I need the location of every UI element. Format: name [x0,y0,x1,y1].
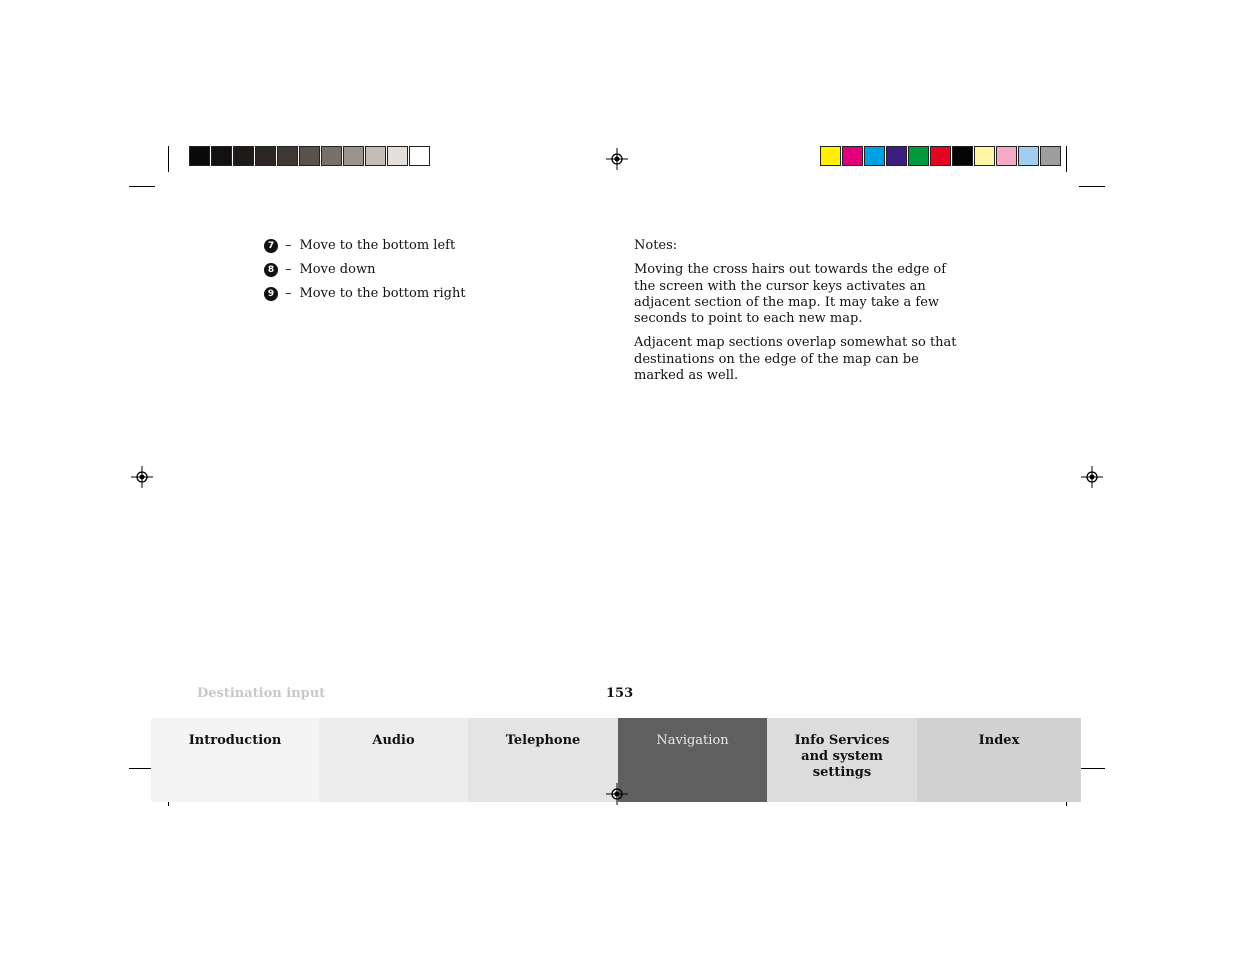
tab-label: Info Services and system settings [794,733,890,780]
color-swatch [277,146,298,166]
registration-crosshair-icon [131,466,153,488]
registration-crosshair-icon [606,783,628,805]
step-dash: – [285,262,292,277]
crop-mark [1079,768,1105,769]
step-text: Move to the bottom right [299,286,466,301]
section-title: Destination input [197,686,326,701]
color-swatch [930,146,951,166]
crop-mark [1066,146,1067,172]
tab-audio[interactable] [319,718,468,802]
color-swatch [387,146,408,166]
color-swatch [233,146,254,166]
step-item [264,262,375,278]
step-number-badge: 7 [264,239,278,253]
crop-mark [1079,186,1105,187]
color-swatch [886,146,907,166]
page-number: 153 [606,686,634,701]
color-swatch [211,146,232,166]
color-swatch [1018,146,1039,166]
color-swatch [908,146,929,166]
step-text: Move down [299,262,376,277]
registration-crosshair-icon [606,148,628,170]
notes-paragraph: Moving the cross hairs out towards the edge of the screen with the cursor keys activates an adjacent section of the map. It may take a few seconds to point to each new map. [634,262,947,327]
tab-info-services[interactable] [767,718,917,802]
color-swatch [842,146,863,166]
crop-mark [168,146,169,172]
tab-telephone[interactable] [468,718,618,802]
color-swatch [189,146,210,166]
tab-label: Telephone [505,733,581,748]
color-swatch [820,146,841,166]
step-number-badge: 9 [264,287,278,301]
color-swatch [343,146,364,166]
tab-label: Audio [372,733,415,748]
step-dash: – [285,286,292,301]
tab-navigation[interactable] [618,718,767,802]
tab-index[interactable] [917,718,1081,802]
color-swatch [864,146,885,166]
color-swatch [1040,146,1061,166]
step-text: Move to the bottom left [299,238,456,253]
step-number-badge: 8 [264,263,278,277]
notes-block [634,238,964,392]
step-item [264,238,455,254]
color-calibration-bar [820,146,1062,166]
color-swatch [365,146,386,166]
tab-label: Navigation [656,733,729,748]
step-dash: – [285,238,292,253]
step-item [264,286,466,302]
color-swatch [952,146,973,166]
gray-calibration-bar [189,146,431,166]
tab-label: Introduction [188,733,282,748]
notes-heading: Notes: [634,238,678,253]
color-swatch [299,146,320,166]
tab-label: Index [978,733,1020,748]
color-swatch [974,146,995,166]
color-swatch [255,146,276,166]
notes-paragraph: Adjacent map sections overlap somewhat so that destinations on the edge of the map can be marked as well. [634,335,957,384]
crop-mark [129,186,155,187]
registration-crosshair-icon [1081,466,1103,488]
color-swatch [996,146,1017,166]
color-swatch [321,146,342,166]
color-swatch [409,146,430,166]
tab-introduction[interactable] [151,718,319,802]
